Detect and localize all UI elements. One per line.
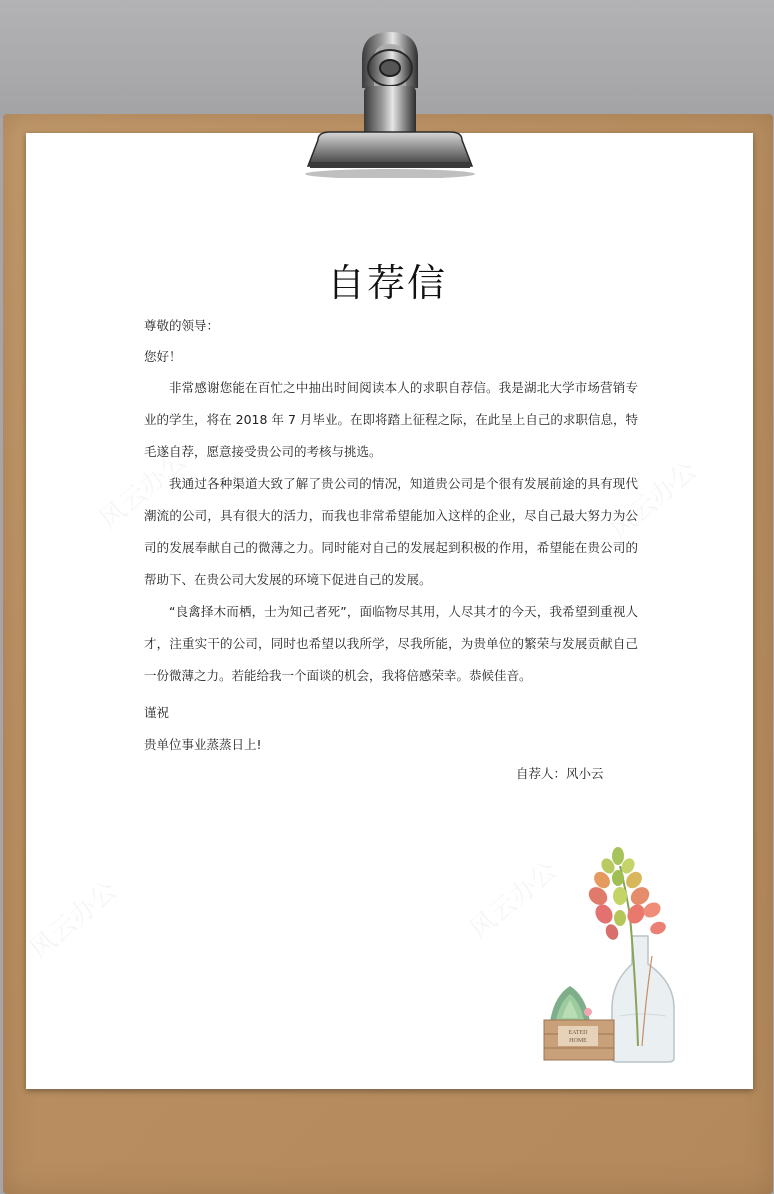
- salutation: 尊敬的领导：: [144, 318, 220, 333]
- greeting: 您好！: [144, 349, 182, 364]
- letter-body: [144, 372, 638, 692]
- page-title: 自荐信: [326, 261, 447, 305]
- paragraph: 我通过各种渠道大致了解了贵公司的情况，知道贵公司是个很有发展前途的具有现代潮流的公司，具有很大的活力，而我也非常希望能加入这样的企业，尽自己最大努力为公司的发展奉献自己的微薄之力。同时能对自己的发展起到积极的作用，希望能在贵公司的帮助下、在贵公司大发展的环境下促进自己的发展。: [144, 476, 638, 587]
- paragraph: 非常感谢您能在百忙之中抽出时间阅读本人的求职自荐信。我是湖北大学市场营销专业的学生，将在 2018 年 7 月毕业。在即将踏上征程之际，在此呈上自己的求职信息，特毛遂自荐，愿意接受贵公司的考核与挑选。: [144, 380, 638, 459]
- closing: 谨祝: [144, 705, 170, 720]
- wish-line: 贵单位事业蒸蒸日上!: [144, 737, 262, 752]
- signature: 自荐人：风小云: [516, 766, 604, 781]
- crate-label: EATED: [568, 1030, 588, 1036]
- crate-label: HOME: [569, 1038, 587, 1044]
- succulent-illustration: [540, 836, 690, 1066]
- binder-clip-icon: [300, 28, 480, 178]
- paragraph: “良禽择木而栖，士为知己者死”，面临物尽其用，人尽其才的今天，我希望到重视人才，注重实干的公司，同时也希望以我所学，尽我所能，为贵单位的繁荣与发展贡献自己一份微薄之力。若能给我一个面谈的机会，我将倍感荣幸。恭候佳音。: [144, 604, 638, 683]
